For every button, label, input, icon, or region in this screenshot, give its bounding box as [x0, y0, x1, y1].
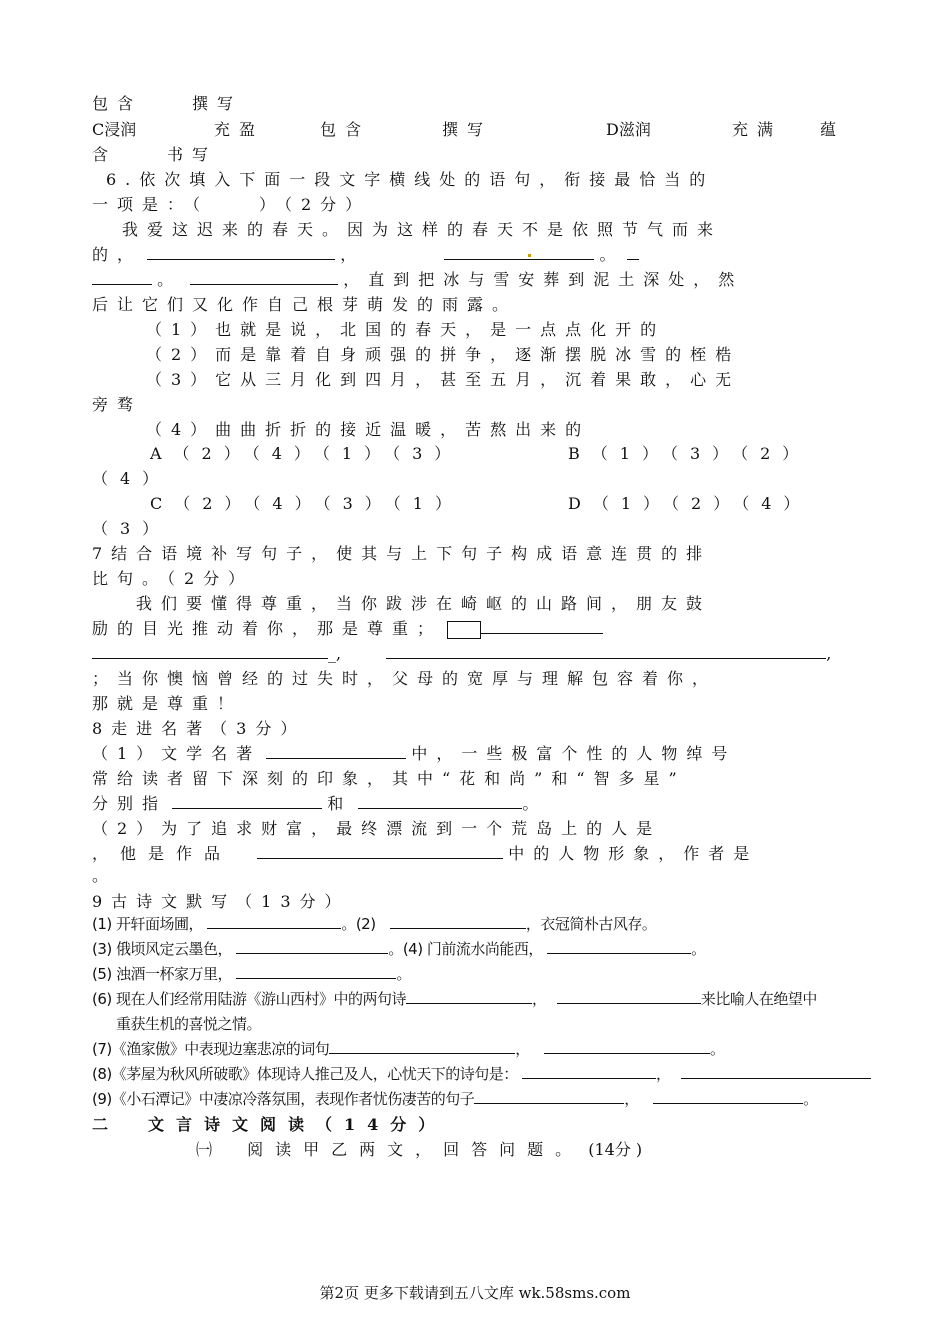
section-2-heading: 二 文言诗文阅读（14分）	[92, 1115, 447, 1134]
blank[interactable]	[547, 939, 691, 954]
blank[interactable]	[522, 1064, 656, 1079]
q6-answer-d: D（1）（2）（4）	[568, 494, 812, 513]
q6-answer-a: A（2）（4）（1）（3）	[150, 444, 463, 463]
q6-passage-1: 我爱这迟来的春天。因为这样的春天不是依照节气而来	[122, 220, 723, 239]
opt-c-1: C浸润	[92, 120, 137, 139]
blank[interactable]	[266, 744, 406, 759]
option-line-cd: C浸润 充盈 包含 撰写 D滋润 充满 蕴	[92, 120, 837, 139]
q6-answer-b2: （4）	[92, 469, 171, 488]
q6-sentence-2: （2）而是靠着自身顽强的拼争，逐渐摆脱冰雪的桎梏	[146, 345, 741, 364]
q7-passage-4: ；当你懊恼曾经的过失时，父母的宽厚与理解包容着你，	[92, 669, 718, 688]
q9-item-7: (7)《渔家傲》中表现边塞悲凉的词句 ， 。	[92, 1040, 725, 1058]
q9-stem: 9古诗文默写（13分）	[92, 892, 350, 911]
opt-d-1: D滋润	[606, 120, 651, 139]
q6-passage-3: 。 ，直到把冰与雪安葬到泥土深处，然	[92, 270, 743, 290]
q9-item-6: (6) 现在人们经常用陆游《游山西村》中的两句诗 ， 来比喻人在绝望中	[92, 990, 817, 1008]
q7-stem: 7结合语境补写句子，使其与上下句子构成语意连贯的排	[92, 544, 712, 563]
page-footer: 第2页 更多下载请到五八文库 wk.58sms.com	[319, 1284, 631, 1302]
answer-box[interactable]	[447, 621, 481, 639]
blank[interactable]	[92, 644, 328, 659]
q8-part2-3: 。	[92, 866, 109, 885]
q6-passage-4: 后让它们又化作自己根芽萌发的雨露。	[92, 295, 518, 314]
blank	[92, 270, 152, 285]
q6-sentence-3b: 旁骛	[92, 395, 143, 414]
q9-item-8: (8)《茅屋为秋风所破歌》体现诗人推己及人，心忧天下的诗句是： ，	[92, 1064, 871, 1084]
q6-sentence-4: （4）曲曲折折的接近温暖，苦熬出来的	[146, 420, 591, 439]
q7-passage-2: 励的目光推动着你，那是尊重；	[92, 619, 603, 639]
section-2-instruction: ㈠ 阅读甲乙两文，回答问题。 (14分 )	[196, 1140, 643, 1159]
q9-item-5: (5) 浊酒一杯家万里， 。	[92, 965, 411, 983]
q8-part2-2: ，他是作品 中的人物形象，作者是	[92, 844, 759, 863]
q8-part2: （2）为了追求财富，最终漂流到一个荒岛上的人是	[92, 819, 662, 838]
q9-item-6b: 重获生机的喜悦之情。	[116, 1015, 262, 1033]
q7-passage-1: 我们要懂得尊重，当你跋涉在崎岖的山路间，朋友鼓	[136, 594, 712, 613]
blank[interactable]	[329, 1039, 515, 1054]
q8-stem: 8走进名著（3分）	[92, 719, 306, 738]
option-line-d-tail: 含 书写	[92, 145, 218, 164]
blank	[147, 245, 335, 260]
q8-part1: （1）文学名著 中，一些极富个性的人物绰号	[92, 744, 737, 763]
q9-item-1: (1) 开轩面场圃， 。(2) ，衣冠简朴古风存。	[92, 915, 657, 933]
blank[interactable]	[390, 914, 526, 929]
blank	[444, 245, 594, 260]
q7-passage-5: 那就是尊重！	[92, 694, 243, 713]
q6-answer-b: B（1）（3）（2）	[568, 444, 811, 463]
q6-answer-c: C（2）（4）（3）（1）	[150, 494, 463, 513]
q6-sentence-1: （1）也就是说，北国的春天，是一点点化开的	[146, 320, 666, 339]
blank[interactable]	[257, 844, 503, 859]
q6-stem-2: 一项是：（ ）（2分）	[92, 195, 371, 214]
blank[interactable]	[653, 1089, 803, 1104]
q7-passage-3: _, ,	[92, 644, 831, 664]
blank[interactable]	[557, 989, 701, 1004]
blank[interactable]	[481, 619, 603, 634]
blank[interactable]	[358, 794, 522, 809]
q8-part1-3: 分别指 和 。	[92, 794, 539, 813]
q6-passage-2: 的， ， 。	[92, 245, 639, 265]
q6-stem: 6.依次填入下面一段文字横线处的语句，衔接最恰当的	[106, 170, 715, 189]
blank[interactable]	[406, 989, 532, 1004]
q8-part1-2: 常给读者留下深刻的印象，其中“花和尚”和“智多星”	[92, 769, 686, 788]
blank[interactable]	[386, 644, 826, 659]
blank[interactable]	[474, 1089, 624, 1104]
blank[interactable]	[681, 1064, 871, 1079]
q6-answer-d2: （3）	[92, 519, 171, 538]
q7-stem-2: 比句。（2分）	[92, 569, 254, 588]
blank[interactable]	[172, 794, 322, 809]
blank	[190, 270, 338, 285]
q9-item-9: (9)《小石潭记》中凄凉冷落氛围，表现作者忧伤凄苦的句子 ， 。	[92, 1090, 818, 1108]
blank[interactable]	[236, 964, 396, 979]
blank[interactable]	[236, 939, 388, 954]
blank[interactable]	[544, 1039, 710, 1054]
option-line-b-tail: 包含 撰写	[92, 94, 243, 113]
q6-sentence-3: （3）它从三月化到四月，甚至五月，沉着果敢，心无	[146, 370, 741, 389]
blank[interactable]	[207, 914, 341, 929]
q9-item-3: (3) 俄顷风定云墨色， 。(4) 门前流水尚能西， 。	[92, 940, 706, 958]
